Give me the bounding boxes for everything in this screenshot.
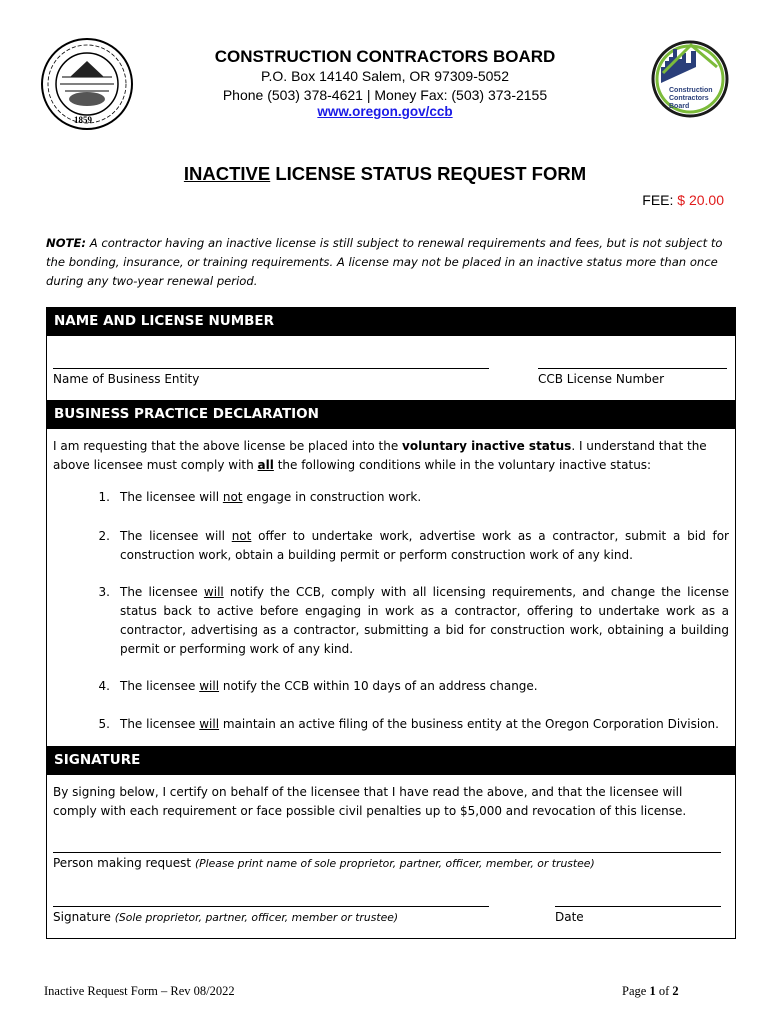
person-hint: (Please print name of sole proprietor, partner, officer, member, or trustee)	[194, 857, 595, 870]
license-number-label: CCB License Number	[538, 372, 665, 386]
page-prefix: Page	[622, 984, 650, 998]
item-1-number: 1.	[98, 490, 110, 504]
date-field[interactable]	[555, 906, 721, 907]
phone-fax: Phone (503) 378-4621 | Money Fax: (503) 373-2155	[222, 87, 548, 103]
item-2	[120, 527, 729, 565]
item-4-u: will	[199, 679, 220, 693]
note	[46, 234, 730, 291]
item-1-pre: The licensee will	[120, 490, 223, 504]
item-2-pre: The licensee will	[120, 529, 232, 543]
seal-year: 1859	[74, 115, 92, 125]
item-2-u: not	[231, 529, 252, 543]
item-1-post: engage in construction work.	[242, 490, 422, 504]
fee-label: FEE:	[642, 192, 678, 208]
item-3	[120, 583, 729, 659]
business-entity-label: Name of Business Entity	[53, 372, 200, 386]
logo-line-1: Construction	[669, 87, 713, 94]
section-header-signature: SIGNATURE	[46, 746, 736, 775]
intro-a: I am requesting that the above license be placed into the	[53, 439, 403, 453]
page-of: of	[655, 984, 673, 998]
org-name: CONSTRUCTION CONTRACTORS BOARD	[214, 47, 556, 66]
item-3-pre: The licensee	[120, 585, 204, 599]
section-header-name: NAME AND LICENSE NUMBER	[46, 307, 736, 336]
logo-line-3: Board	[669, 103, 690, 110]
item-4-number: 4.	[98, 679, 110, 693]
item-5-post: maintain an active filing of the business entity at the Oregon Corporation Division.	[219, 717, 719, 731]
item-3-post: notify the CCB, comply with all licensing requirements, and change the license status back to active before engaging in work as a contractor, offering to undertake work as a contractor, advertising as a contractor, submitting a bid for construction work, obtaining a building permit or performing work of any kind.	[120, 585, 729, 656]
intro-all: all	[257, 458, 274, 472]
person-label	[53, 856, 595, 870]
intro-c: the following conditions while in the voluntary inactive status:	[273, 458, 652, 472]
mailing-address: P.O. Box 14140 Salem, OR 97309-5052	[260, 68, 509, 84]
business-entity-field[interactable]	[53, 368, 489, 369]
fee	[642, 192, 724, 208]
signature-field[interactable]	[53, 906, 489, 907]
note-text: A contractor having an inactive license is still subject to renewal requirements and fees, but is not subject to the bonding, insurance, or training requirements. A license may not be placed in an inactive status more than once during any two-year renewal period.	[46, 236, 723, 288]
fee-amount: $ 20.00	[677, 192, 724, 208]
signature-hint: (Sole proprietor, partner, officer, member or trustee)	[114, 911, 399, 924]
declaration-intro	[53, 437, 727, 475]
form-title	[0, 163, 770, 185]
item-3-u: will	[203, 585, 224, 599]
section-header-declaration: BUSINESS PRACTICE DECLARATION	[46, 400, 736, 429]
license-number-field[interactable]	[538, 368, 727, 369]
form-revision: Inactive Request Form – Rev 08/2022	[44, 984, 235, 998]
page-total: 2	[672, 984, 679, 998]
person-name-field[interactable]	[53, 852, 721, 853]
date-label: Date	[555, 910, 584, 924]
person-label-text: Person making request	[53, 856, 195, 870]
signature-label-text: Signature	[53, 910, 115, 924]
page-current: 1	[649, 984, 656, 998]
website-link[interactable]: www.oregon.gov/ccb	[317, 104, 453, 119]
item-5-u: will	[199, 717, 220, 731]
page-number	[622, 984, 679, 999]
item-5	[120, 715, 732, 734]
logo-line-2: Contractors	[669, 95, 709, 102]
item-5-number: 5.	[98, 717, 110, 731]
item-1-u: not	[222, 490, 243, 504]
signature-label	[53, 910, 398, 924]
intro-b: . I understand that the above licensee must comply with	[53, 439, 707, 472]
item-3-number: 3.	[98, 585, 110, 599]
item-4	[120, 677, 729, 696]
title-rest: LICENSE STATUS REQUEST FORM	[270, 163, 587, 184]
item-5-pre: The licensee	[120, 717, 200, 731]
item-2-post: offer to undertake work, advertise work as a contractor, submit a bid for construction work, obtain a building permit or perform construction work of any kind.	[120, 529, 729, 562]
note-label: NOTE:	[46, 236, 87, 250]
item-1	[120, 488, 729, 507]
intro-bold: voluntary inactive status	[402, 439, 572, 453]
item-4-post: notify the CCB within 10 days of an address change.	[219, 679, 538, 693]
item-2-number: 2.	[98, 529, 110, 543]
certify-text: By signing below, I certify on behalf of the licensee that I have read the above, and that the licensee will comply with each requirement or face possible civil penalties up to $5,000 and revocation of this license.	[53, 785, 687, 818]
item-4-pre: The licensee	[120, 679, 200, 693]
title-underlined: INACTIVE	[183, 163, 271, 184]
